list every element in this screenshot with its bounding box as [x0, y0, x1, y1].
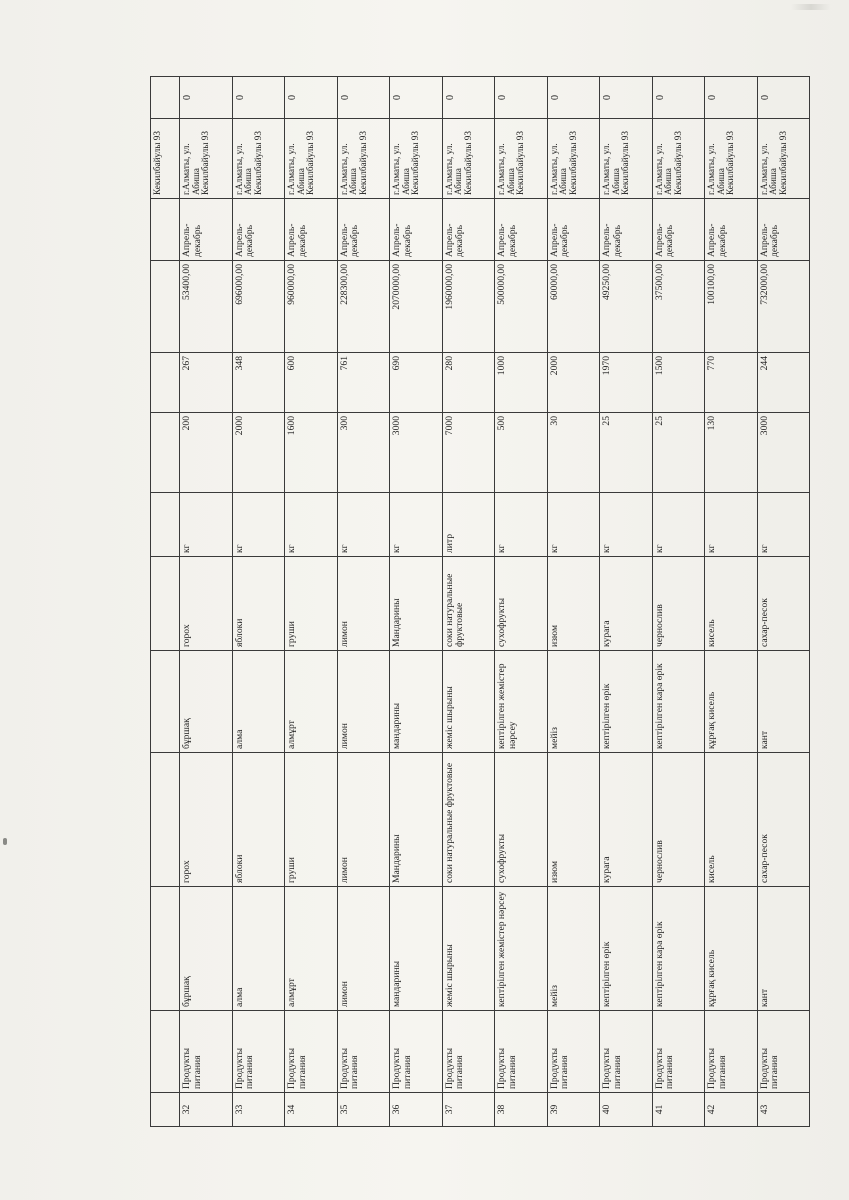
category-cell: Продукты питания: [180, 1011, 233, 1093]
header-continuation-row: [151, 77, 180, 1127]
category-cell: Продукты питания: [390, 1011, 443, 1093]
unit-cell: кг: [390, 493, 443, 557]
sum-cell: 100100,00: [705, 261, 758, 353]
address-cell: г.Алматы, ул. Абиша Кекилбайулы 93: [495, 119, 548, 199]
period-cell: Апрель-декабрь: [390, 199, 443, 261]
row-number: 34: [285, 1093, 338, 1127]
quantity-cell: 300: [337, 413, 390, 493]
unit-cell: кг: [232, 493, 285, 557]
header-cell: [151, 753, 180, 887]
quantity-cell: 500: [495, 413, 548, 493]
sum-cell: 49250,00: [600, 261, 653, 353]
advance-cell: 0: [180, 77, 233, 119]
name-kz-cell: құрғақ кисель: [705, 887, 758, 1011]
short-name-ru-cell: соки натуральные фруктовые: [442, 557, 495, 651]
short-name-kz-cell: алма: [232, 651, 285, 753]
row-number: 40: [600, 1093, 653, 1127]
header-cell: [151, 1011, 180, 1093]
table-row: [757, 77, 810, 1127]
table-row: [442, 77, 495, 1127]
name-ru-cell: изюм: [547, 753, 600, 887]
address-cell: г.Алматы, ул. Абиша Кекилбайулы 93: [757, 119, 810, 199]
address-cell: г.Алматы, ул. Абиша Кекилбайулы 93: [600, 119, 653, 199]
sum-cell: 696000,00: [232, 261, 285, 353]
unit-cell: кг: [285, 493, 338, 557]
period-cell: Апрель-декабрь: [757, 199, 810, 261]
category-cell: Продукты питания: [232, 1011, 285, 1093]
category-cell: Продукты питания: [600, 1011, 653, 1093]
name-kz-cell: мейіз: [547, 887, 600, 1011]
row-number: 33: [232, 1093, 285, 1127]
short-name-kz-cell: кептірілген кара өрік: [652, 651, 705, 753]
name-ru-cell: сахар-песок: [757, 753, 810, 887]
header-cell: [151, 353, 180, 413]
category-cell: Продукты питания: [495, 1011, 548, 1093]
table-row: [337, 77, 390, 1127]
category-cell: Продукты питания: [757, 1011, 810, 1093]
price-cell: 770: [705, 353, 758, 413]
name-ru-cell: Мандарины: [390, 753, 443, 887]
address-cell: г.Алматы, ул. Абиша Кекилбайулы 93: [705, 119, 758, 199]
period-cell: Апрель-декабрь: [547, 199, 600, 261]
period-cell: Апрель-декабрь: [337, 199, 390, 261]
name-ru-cell: лимон: [337, 753, 390, 887]
unit-cell: кг: [495, 493, 548, 557]
category-cell: Продукты питания: [285, 1011, 338, 1093]
row-number: 42: [705, 1093, 758, 1127]
name-kz-cell: кант: [757, 887, 810, 1011]
price-cell: 600: [285, 353, 338, 413]
short-name-ru-cell: груши: [285, 557, 338, 651]
price-cell: 1000: [495, 353, 548, 413]
sum-cell: 37500,00: [652, 261, 705, 353]
unit-cell: кг: [547, 493, 600, 557]
period-cell: Апрель-декабрь: [705, 199, 758, 261]
short-name-kz-cell: мандарины: [390, 651, 443, 753]
period-cell: Апрель-декабрь: [180, 199, 233, 261]
rotated-table-container: [150, 77, 810, 1127]
advance-cell: 0: [232, 77, 285, 119]
row-number: 38: [495, 1093, 548, 1127]
row-number: 43: [757, 1093, 810, 1127]
short-name-kz-cell: алмұрт: [285, 651, 338, 753]
advance-cell: 0: [652, 77, 705, 119]
category-cell: Продукты питания: [652, 1011, 705, 1093]
price-cell: 348: [232, 353, 285, 413]
price-cell: 1970: [600, 353, 653, 413]
short-name-ru-cell: сахар-песок: [757, 557, 810, 651]
table-body: [151, 77, 810, 1127]
name-kz-cell: алма: [232, 887, 285, 1011]
quantity-cell: 30: [547, 413, 600, 493]
name-kz-cell: лимон: [337, 887, 390, 1011]
name-ru-cell: сухофрукты: [495, 753, 548, 887]
price-cell: 761: [337, 353, 390, 413]
period-cell: Апрель-декабрь: [495, 199, 548, 261]
short-name-ru-cell: яблоки: [232, 557, 285, 651]
table-row: [547, 77, 600, 1127]
name-kz-cell: кептірілген жемістер нәрсеу: [495, 887, 548, 1011]
quantity-cell: 3000: [757, 413, 810, 493]
table-row: [285, 77, 338, 1127]
row-number: 39: [547, 1093, 600, 1127]
short-name-kz-cell: жеміс шырыны: [442, 651, 495, 753]
short-name-kz-cell: кант: [757, 651, 810, 753]
row-number: 32: [180, 1093, 233, 1127]
header-cell: [151, 261, 180, 353]
advance-cell: 0: [547, 77, 600, 119]
name-kz-cell: бұршақ: [180, 887, 233, 1011]
advance-cell: 0: [495, 77, 548, 119]
table-row: [180, 77, 233, 1127]
short-name-kz-cell: лимон: [337, 651, 390, 753]
unit-cell: литр: [442, 493, 495, 557]
address-cell: г.Алматы, ул. Абиша Кекилбайулы 93: [180, 119, 233, 199]
sum-cell: 60000,00: [547, 261, 600, 353]
address-cell: г.Алматы, ул. Абиша Кекилбайулы 93: [337, 119, 390, 199]
row-number: 37: [442, 1093, 495, 1127]
header-cell: [151, 887, 180, 1011]
header-cell-address: Кекилбайулы 93: [151, 119, 180, 199]
quantity-cell: 130: [705, 413, 758, 493]
period-cell: Апрель-декабрь: [652, 199, 705, 261]
short-name-kz-cell: кептірілген жемістер нәрсеу: [495, 651, 548, 753]
advance-cell: 0: [705, 77, 758, 119]
unit-cell: кг: [180, 493, 233, 557]
address-cell: г.Алматы, ул. Абиша Кекилбайулы 93: [547, 119, 600, 199]
name-kz-cell: кептірілген өрік: [600, 887, 653, 1011]
short-name-ru-cell: лимон: [337, 557, 390, 651]
short-name-ru-cell: изюм: [547, 557, 600, 651]
short-name-ru-cell: кисель: [705, 557, 758, 651]
scan-smudge: [791, 4, 831, 10]
row-number: 41: [652, 1093, 705, 1127]
short-name-ru-cell: сухофрукты: [495, 557, 548, 651]
address-cell: г.Алматы, ул. Абиша Кекилбайулы 93: [390, 119, 443, 199]
period-cell: Апрель-декабрь: [285, 199, 338, 261]
quantity-cell: 1600: [285, 413, 338, 493]
address-cell: г.Алматы, ул. Абиша Кекилбайулы 93: [652, 119, 705, 199]
sum-cell: 960000,00: [285, 261, 338, 353]
short-name-ru-cell: курага: [600, 557, 653, 651]
row-number: 35: [337, 1093, 390, 1127]
table-row: [705, 77, 758, 1127]
period-cell: Апрель-декабрь: [442, 199, 495, 261]
quantity-cell: 25: [600, 413, 653, 493]
header-cell: [151, 199, 180, 261]
category-cell: Продукты питания: [705, 1011, 758, 1093]
name-ru-cell: кисель: [705, 753, 758, 887]
name-kz-cell: жеміс шырыны: [442, 887, 495, 1011]
sum-cell: 53400,00: [180, 261, 233, 353]
price-cell: 244: [757, 353, 810, 413]
sum-cell: 228300,00: [337, 261, 390, 353]
category-cell: Продукты питания: [547, 1011, 600, 1093]
address-cell: г.Алматы, ул. Абиша Кекилбайулы 93: [285, 119, 338, 199]
short-name-ru-cell: Мандарины: [390, 557, 443, 651]
header-cell: [151, 651, 180, 753]
price-cell: 280: [442, 353, 495, 413]
short-name-kz-cell: кептірілген өрік: [600, 651, 653, 753]
advance-cell: 0: [600, 77, 653, 119]
period-cell: Апрель-декабрь: [600, 199, 653, 261]
unit-cell: кг: [600, 493, 653, 557]
price-cell: 2000: [547, 353, 600, 413]
period-cell: Апрель-декабрь: [232, 199, 285, 261]
table-row: [600, 77, 653, 1127]
name-kz-cell: кептірілген кара өрік: [652, 887, 705, 1011]
table-row: [495, 77, 548, 1127]
row-number: 36: [390, 1093, 443, 1127]
name-ru-cell: яблоки: [232, 753, 285, 887]
table-row: [390, 77, 443, 1127]
header-cell: [151, 413, 180, 493]
name-ru-cell: чернослив: [652, 753, 705, 887]
short-name-ru-cell: горох: [180, 557, 233, 651]
sum-cell: 2070000,00: [390, 261, 443, 353]
header-cell: [151, 557, 180, 651]
short-name-kz-cell: бұршақ: [180, 651, 233, 753]
unit-cell: кг: [705, 493, 758, 557]
price-cell: 690: [390, 353, 443, 413]
advance-cell: 0: [390, 77, 443, 119]
short-name-kz-cell: мейіз: [547, 651, 600, 753]
name-ru-cell: горох: [180, 753, 233, 887]
short-name-ru-cell: чернослив: [652, 557, 705, 651]
category-cell: Продукты питания: [442, 1011, 495, 1093]
sum-cell: 732000,00: [757, 261, 810, 353]
procurement-table: [150, 76, 810, 1127]
sum-cell: 500000,00: [495, 261, 548, 353]
price-cell: 1500: [652, 353, 705, 413]
unit-cell: кг: [757, 493, 810, 557]
quantity-cell: 2000: [232, 413, 285, 493]
unit-cell: кг: [652, 493, 705, 557]
address-cell: г.Алматы, ул. Абиша Кекилбайулы 93: [232, 119, 285, 199]
header-cell: [151, 1093, 180, 1127]
price-cell: 267: [180, 353, 233, 413]
advance-cell: 0: [757, 77, 810, 119]
punch-hole-mark: [3, 838, 7, 845]
name-kz-cell: мандарины: [390, 887, 443, 1011]
advance-cell: 0: [337, 77, 390, 119]
name-ru-cell: груши: [285, 753, 338, 887]
name-kz-cell: алмұрт: [285, 887, 338, 1011]
advance-cell: 0: [442, 77, 495, 119]
table-row: [652, 77, 705, 1127]
header-cell: [151, 493, 180, 557]
quantity-cell: 200: [180, 413, 233, 493]
name-ru-cell: соки натуральные фруктовые: [442, 753, 495, 887]
sum-cell: 1960000,00: [442, 261, 495, 353]
short-name-kz-cell: құрғақ кисель: [705, 651, 758, 753]
header-cell: [151, 77, 180, 119]
quantity-cell: 3000: [390, 413, 443, 493]
unit-cell: кг: [337, 493, 390, 557]
name-ru-cell: курага: [600, 753, 653, 887]
advance-cell: 0: [285, 77, 338, 119]
address-cell: г.Алматы, ул. Абиша Кекилбайулы 93: [442, 119, 495, 199]
quantity-cell: 25: [652, 413, 705, 493]
quantity-cell: 7000: [442, 413, 495, 493]
table-row: [232, 77, 285, 1127]
category-cell: Продукты питания: [337, 1011, 390, 1093]
